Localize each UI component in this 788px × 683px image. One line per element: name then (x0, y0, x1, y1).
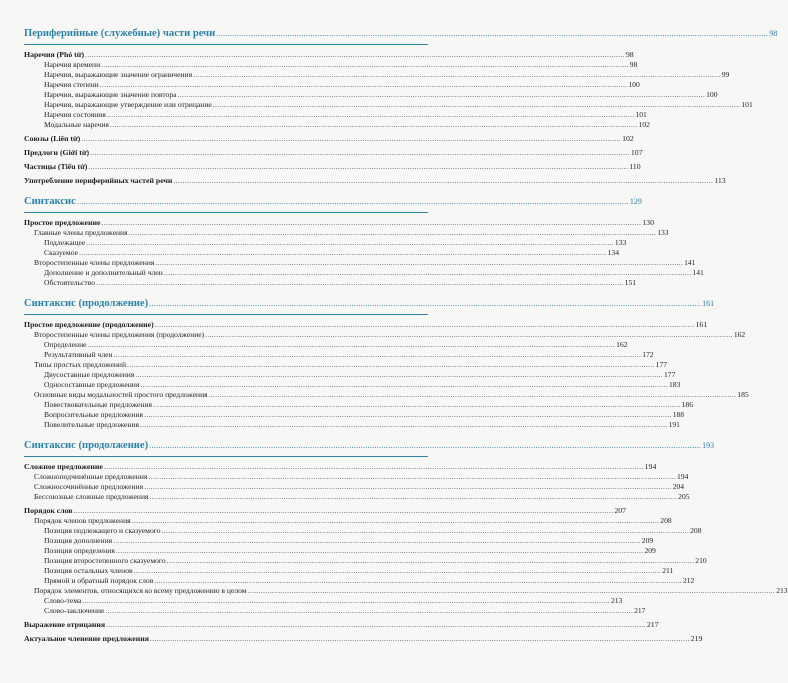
toc-page-number: 100 (628, 80, 640, 89)
toc-entry-title: Односоставные предложения (44, 380, 140, 389)
toc-entry-title: Главные члены предложения (34, 228, 128, 237)
toc-entry (24, 516, 672, 526)
toc-entry-title: Периферийные (служебные) части речи (24, 28, 216, 39)
toc-entry (24, 546, 656, 556)
toc-page-number: 208 (660, 516, 672, 525)
dot-leader (144, 410, 672, 420)
toc-entry (24, 49, 634, 60)
toc-entry-title: Простое предложение (продолжение) (24, 320, 154, 329)
toc-page-number: 133 (657, 228, 669, 237)
toc-page-number: 186 (681, 400, 693, 409)
toc-page-number: 98 (769, 29, 778, 38)
toc-entry (24, 472, 689, 482)
toc-entry (24, 380, 681, 390)
toc-entry-title: Наречия (Phó từ) (24, 50, 85, 59)
toc-page-number: 134 (607, 248, 619, 257)
toc-page-number: 217 (634, 606, 646, 615)
toc-entry-title: Наречия, выражающие утверждение или отрицание (44, 100, 212, 109)
toc-page-number: 210 (695, 556, 707, 565)
dot-leader (107, 110, 635, 120)
toc-entry-title: Слово-заключение (44, 606, 105, 615)
toc-page-number: 113 (714, 176, 726, 185)
toc-page-number: 185 (737, 390, 749, 399)
toc-entry (24, 400, 693, 410)
toc-entry-title: Синтаксис (24, 196, 76, 207)
toc-entry-title: Позиция определения (44, 546, 115, 555)
toc-entry (24, 161, 641, 172)
toc-page-number: 213 (776, 586, 788, 595)
dot-leader (149, 297, 701, 311)
toc-entry-title: Предлоги (Giới từ) (24, 148, 90, 157)
section-rule (24, 44, 428, 45)
dot-leader (193, 70, 721, 80)
dot-leader (104, 461, 644, 472)
toc-entry (24, 228, 669, 238)
toc-page-number: 101 (635, 110, 647, 119)
toc-entry-title: Позиция подлежащего и сказуемого (44, 526, 161, 535)
toc-page-number: 161 (695, 320, 708, 329)
toc-entry (24, 60, 638, 70)
toc-page-number: 193 (702, 441, 715, 450)
toc-entry-title: Повелительные предложения (44, 420, 139, 429)
toc-entry (24, 556, 707, 566)
toc-entry (24, 360, 668, 370)
dot-leader (155, 258, 683, 268)
toc-entry (24, 330, 746, 340)
dot-leader (79, 248, 607, 258)
toc-entry (24, 633, 703, 644)
toc-page-number: 162 (616, 340, 628, 349)
toc-page-number: 191 (668, 420, 680, 429)
toc-page-number: 194 (644, 462, 657, 471)
toc-page-number: 205 (678, 492, 690, 501)
toc-page-number: 130 (642, 218, 654, 227)
dot-leader (129, 228, 657, 238)
toc-entry-title: Сложное предложение (24, 462, 103, 471)
toc-page-number: 151 (624, 278, 637, 287)
toc-entry-title: Слово-тема (44, 596, 82, 605)
toc-entry (24, 596, 623, 606)
toc-page-number: 100 (706, 90, 718, 99)
toc-entry (24, 90, 718, 100)
toc-entry-title: Повествовательные предложения (44, 400, 152, 409)
toc-entry-title: Модальные наречия (44, 120, 109, 129)
dot-leader (209, 390, 737, 400)
toc-entry (24, 482, 685, 492)
dot-leader (149, 439, 701, 453)
dot-leader (132, 516, 660, 526)
toc-page-number: 177 (655, 360, 668, 369)
dot-leader (135, 370, 663, 380)
toc-entry (24, 526, 702, 536)
toc-page-number: 141 (684, 258, 696, 267)
toc-entry (24, 350, 654, 360)
toc-entry (24, 536, 654, 546)
dot-leader (127, 360, 655, 370)
toc-page-number: 101 (741, 100, 753, 109)
toc-entry-title: Второстепенные члены предложения (34, 258, 155, 267)
toc-page-number: 110 (629, 162, 641, 171)
dot-leader (81, 133, 621, 144)
toc-entry-title: Простое предложение (24, 218, 101, 227)
dot-leader (114, 350, 642, 360)
dot-leader (248, 586, 776, 596)
toc-entry-title: Порядок слов (24, 506, 73, 515)
dot-leader (101, 60, 629, 70)
toc-entry (24, 147, 643, 158)
toc-entry-title: Двусоставные предложения (44, 370, 135, 379)
toc-entry-title: Результативный член (44, 350, 113, 359)
section-rule (24, 456, 428, 457)
toc-entry (24, 133, 634, 144)
toc-entry-title: Союзы (Liên từ) (24, 134, 81, 143)
dot-leader (85, 49, 625, 60)
dot-leader (167, 556, 695, 566)
toc-page-number: 107 (630, 148, 643, 157)
toc-entry-title: Синтаксис (продолжение) (24, 440, 149, 451)
dot-leader (96, 278, 624, 288)
toc-entry (24, 70, 730, 80)
toc-entry-title: Позиция остальных членов (44, 566, 133, 575)
section-heading (24, 439, 715, 453)
toc-entry-title: Бессоюзные сложные предложения (34, 492, 149, 501)
dot-leader (100, 80, 628, 90)
toc-entry (24, 278, 637, 288)
toc-page-number: 129 (629, 197, 642, 206)
toc-entry-title: Позиция второстепенного сказуемого (44, 556, 166, 565)
toc-entry-title: Употребление периферийных частей речи (24, 176, 173, 185)
toc-entry-title: Определение (44, 340, 87, 349)
toc-page-number: 102 (622, 134, 634, 143)
toc-entry (24, 461, 657, 472)
toc-entry (24, 175, 726, 186)
toc-page-number: 161 (702, 299, 715, 308)
section-heading (24, 297, 715, 311)
dot-leader (88, 161, 628, 172)
toc-page-number: 219 (690, 634, 703, 643)
toc-entry (24, 248, 619, 258)
toc-entry (24, 420, 680, 430)
toc-entry-title: Подлежащее (44, 238, 86, 247)
toc-entry-title: Прямой и обратный порядок слов (44, 576, 154, 585)
toc-entry (24, 606, 646, 616)
dot-leader (173, 175, 713, 186)
toc-page-number: 188 (672, 410, 685, 419)
dot-leader (140, 420, 668, 430)
dot-leader (77, 195, 629, 209)
toc-entry-title: Второстепенные члены предложения (продолжение) (34, 330, 205, 339)
toc-entry (24, 370, 676, 380)
toc-entry-title: Сказуемое (44, 248, 78, 257)
toc-entry-title: Обстоятельство (44, 278, 96, 287)
toc-page-number: 141 (692, 268, 704, 277)
toc-entry-title: Синтаксис (продолжение) (24, 298, 149, 309)
toc-entry-title: Типы простых предложений (34, 360, 127, 369)
dot-leader (90, 147, 630, 158)
toc-entry (24, 319, 708, 330)
toc-entry-title: Выражение отрицания (24, 620, 106, 629)
toc-page-number: 102 (638, 120, 650, 129)
toc-entry-title: Основные виды модальностей простого предложения (34, 390, 208, 399)
table-of-contents (24, 27, 788, 644)
toc-entry (24, 576, 695, 586)
dot-leader (150, 633, 690, 644)
toc-entry-title: Наречия, выражающие значение повтора (44, 90, 177, 99)
dot-leader (88, 340, 616, 350)
toc-entry-title: Наречия времени (44, 60, 101, 69)
toc-entry (24, 586, 788, 596)
toc-entry (24, 217, 654, 228)
toc-entry (24, 268, 704, 278)
dot-leader (110, 120, 638, 130)
toc-page-number: 194 (677, 472, 689, 481)
toc-page-number: 172 (642, 350, 654, 359)
toc-entry-title: Порядок элементов, относящихся ко всему предложению в целом (34, 586, 247, 595)
toc-entry (24, 100, 753, 110)
toc-entry (24, 110, 647, 120)
dot-leader (82, 596, 610, 606)
toc-entry (24, 238, 627, 248)
dot-leader (140, 380, 668, 390)
toc-entry-title: Наречия, выражающие значение ограничения (44, 70, 193, 79)
toc-entry (24, 505, 627, 516)
toc-page-number: 162 (733, 330, 746, 339)
toc-entry (24, 390, 749, 400)
toc-page-number: 98 (625, 50, 634, 59)
dot-leader (148, 472, 676, 482)
toc-entry-title: Позиция дополнения (44, 536, 113, 545)
toc-entry (24, 340, 628, 350)
toc-page-number: 98 (629, 60, 638, 69)
dot-leader (164, 268, 692, 278)
toc-page-number: 183 (668, 380, 681, 389)
dot-leader (74, 505, 614, 516)
toc-entry (24, 410, 685, 420)
toc-entry-title: Сложносочинённые предложения (34, 482, 144, 491)
toc-entry (24, 120, 650, 130)
toc-page-number: 217 (646, 620, 659, 629)
toc-page-number: 211 (662, 566, 674, 575)
toc-entry-title: Актуальное членение предложения (24, 634, 149, 643)
dot-leader (144, 482, 672, 492)
dot-leader (105, 606, 633, 616)
toc-entry-title: Наречия состояния (44, 110, 106, 119)
section-heading (24, 27, 778, 41)
dot-leader (155, 319, 695, 330)
toc-entry (24, 80, 640, 90)
toc-page-number: 207 (614, 506, 627, 515)
dot-leader (154, 576, 682, 586)
section-rule (24, 314, 428, 315)
toc-entry-title: Наречия степени (44, 80, 99, 89)
toc-entry-title: Дополнение и дополнительный член (44, 268, 163, 277)
dot-leader (205, 330, 733, 340)
toc-page-number: 212 (682, 576, 695, 585)
toc-page-number: 133 (614, 238, 627, 247)
dot-leader (216, 27, 768, 41)
toc-entry-title: Сложноподчинённые предложения (34, 472, 148, 481)
dot-leader (153, 400, 681, 410)
toc-entry (24, 566, 674, 576)
toc-page-number: 204 (672, 482, 685, 491)
toc-entry-title: Вопросительные предложения (44, 410, 144, 419)
toc-page-number: 209 (641, 536, 654, 545)
toc-entry (24, 619, 659, 630)
toc-entry-title: Частицы (Tiểu từ) (24, 162, 88, 171)
toc-entry (24, 258, 696, 268)
dot-leader (178, 90, 706, 100)
dot-leader (150, 492, 678, 502)
section-rule (24, 212, 428, 213)
toc-entry-title: Порядок членов предложения (34, 516, 131, 525)
dot-leader (86, 238, 614, 248)
toc-page-number: 208 (690, 526, 702, 535)
dot-leader (134, 566, 662, 576)
toc-page-number: 209 (644, 546, 656, 555)
dot-leader (101, 217, 641, 228)
dot-leader (106, 619, 646, 630)
dot-leader (113, 536, 641, 546)
toc-page-number: 99 (721, 70, 730, 79)
dot-leader (162, 526, 690, 536)
section-heading (24, 195, 642, 209)
dot-leader (116, 546, 644, 556)
toc-page-number: 177 (664, 370, 676, 379)
dot-leader (213, 100, 741, 110)
toc-page-number: 213 (610, 596, 623, 605)
toc-entry (24, 492, 690, 502)
